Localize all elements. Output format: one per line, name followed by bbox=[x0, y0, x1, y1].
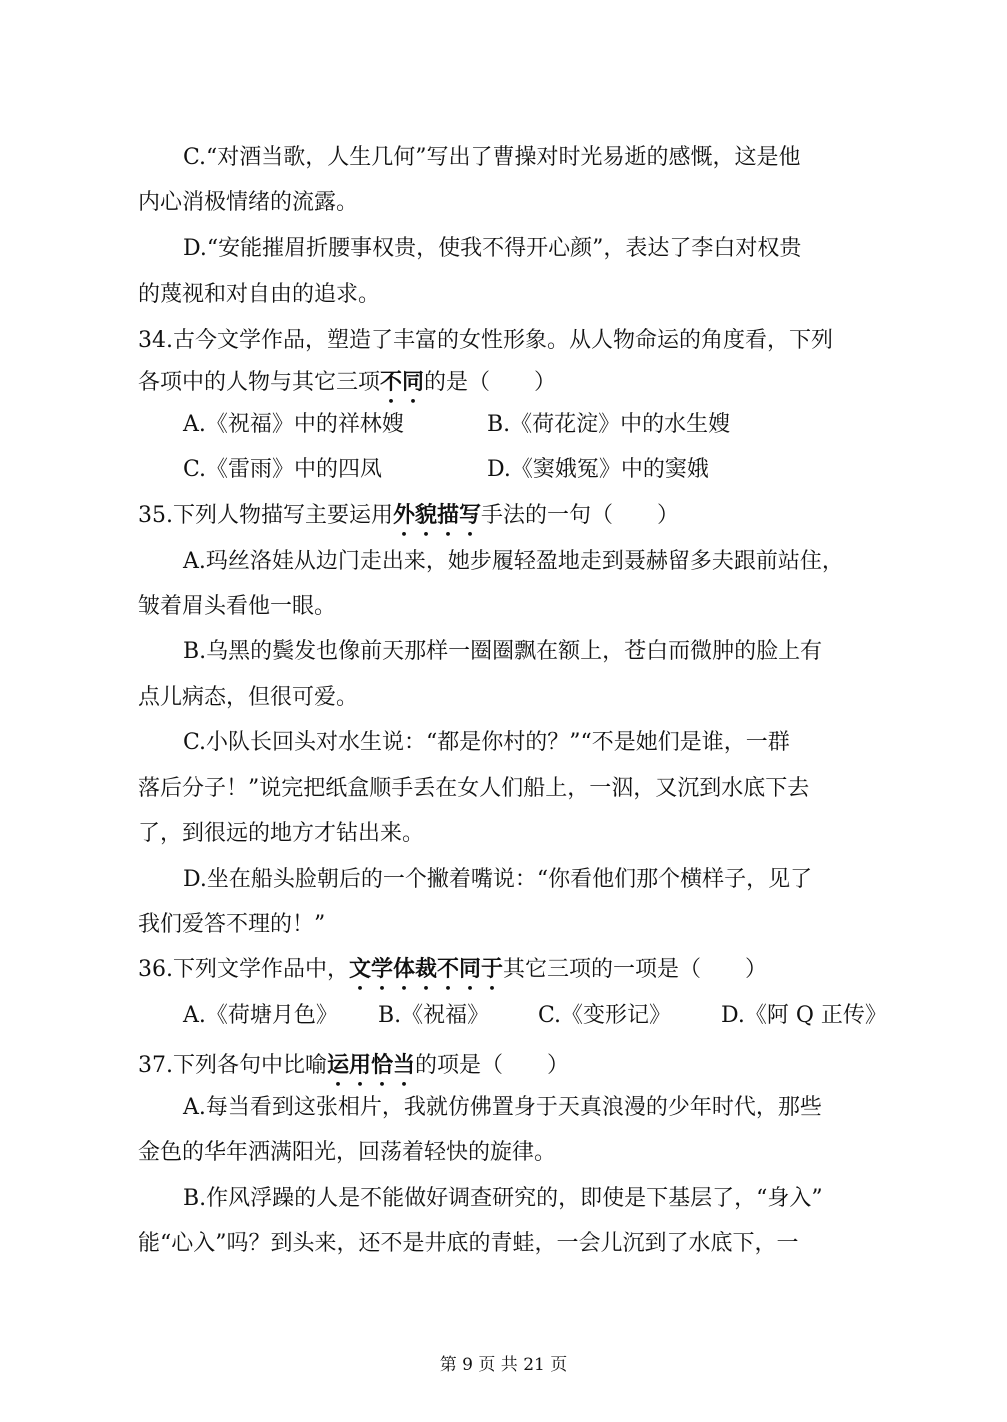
q33-option-c-line2: 内心消极情绪的流露。 bbox=[138, 190, 359, 215]
q36-option-b: B.《祝福》 bbox=[378, 1003, 490, 1028]
q36-option-c: C.《变形记》 bbox=[538, 1003, 672, 1028]
q34-stem-post: 的是（ ） bbox=[424, 370, 557, 395]
q35-option-d-line1: D.坐在船头脸朝后的一个撇着嘴说：“你看他们那个横样子，见了 bbox=[183, 867, 813, 892]
q34-emphasis: 不同 bbox=[380, 370, 425, 395]
q34-option-d: D.《窦娥冤》中的窦娥 bbox=[487, 457, 709, 482]
q35-option-d-line2: 我们爱答不理的！” bbox=[138, 912, 326, 937]
q36-stem-pre: 36.下列文学作品中， bbox=[138, 957, 349, 982]
q37-option-a-line1: A.每当看到这张相片，我就仿佛置身于天真浪漫的少年时代，那些 bbox=[183, 1095, 822, 1120]
q35-stem-post: 手法的一句（ ） bbox=[481, 503, 680, 528]
q35-option-a-line2: 皱着眉头看他一眼。 bbox=[138, 594, 337, 619]
q35-option-a-line1: A.玛丝洛娃从边门走出来，她步履轻盈地走到聂赫留多夫跟前站住， bbox=[183, 549, 844, 574]
q37-stem-post: 的项是（ ） bbox=[415, 1053, 570, 1078]
q34-stem-line1: 34.古今文学作品，塑造了丰富的女性形象。从人物命运的角度看，下列 bbox=[138, 328, 833, 353]
q36-stem bbox=[138, 955, 767, 995]
q36-option-a: A.《荷塘月色》 bbox=[183, 1003, 338, 1028]
q36-stem-post: 其它三项的一项是（ ） bbox=[503, 957, 768, 982]
q37-option-a-line2: 金色的华年洒满阳光，回荡着轻快的旋律。 bbox=[138, 1140, 557, 1165]
q35-option-c-line2: 落后分子！”说完把纸盒顺手丢在女人们船上，一泅，又沉到水底下去 bbox=[138, 776, 810, 801]
q35-option-b-line2: 点儿病态，但很可爱。 bbox=[138, 685, 359, 710]
q36-option-d: D.《阿 Q 正传》 bbox=[721, 1003, 887, 1028]
q34-option-b: B.《荷花淀》中的水生嫂 bbox=[487, 412, 731, 437]
q35-stem bbox=[138, 501, 679, 541]
q37-stem-pre: 37.下列各句中比喻 bbox=[138, 1053, 327, 1078]
q33-option-d-line2: 的蔑视和对自由的追求。 bbox=[138, 282, 381, 307]
q37-option-b-line1: B.作风浮躁的人是不能做好调查研究的，即使是下基层了，“身入” bbox=[183, 1186, 823, 1211]
q34-stem-pre: 各项中的人物与其它三项 bbox=[138, 370, 381, 395]
q36-emphasis: 文学体裁不同于 bbox=[349, 957, 504, 982]
q37-emphasis: 运用恰当 bbox=[327, 1053, 416, 1078]
q35-option-c-line1: C.小队长回头对水生说：“都是你村的？”“不是她们是谁，一群 bbox=[183, 730, 790, 755]
q35-stem-pre: 35.下列人物描写主要运用 bbox=[138, 503, 393, 528]
q37-option-b-line2: 能“心入”吗？到头来，还不是井底的青蛙，一会儿沉到了水底下，一 bbox=[138, 1231, 799, 1256]
q33-option-d-line1: D.“安能摧眉折腰事权贵，使我不得开心颜”，表达了李白对权贵 bbox=[183, 236, 802, 261]
q33-option-c-line1: C.“对酒当歌，人生几何”写出了曹操对时光易逝的感慨，这是他 bbox=[183, 145, 801, 170]
page-number-footer: 第 9 页 共 21 页 bbox=[439, 1355, 568, 1375]
q34-option-a: A.《祝福》中的祥林嫂 bbox=[183, 412, 404, 437]
q34-stem-line2 bbox=[138, 368, 556, 408]
q35-option-b-line1: B.乌黑的鬓发也像前天那样一圈圈飘在额上，苍白而微肿的脸上有 bbox=[183, 639, 823, 664]
q37-stem bbox=[138, 1051, 569, 1091]
q34-option-c: C.《雷雨》中的四凤 bbox=[183, 457, 383, 482]
q35-emphasis: 外貌描写 bbox=[393, 503, 482, 528]
q35-option-c-line3: 了，到很远的地方才钻出来。 bbox=[138, 821, 425, 846]
